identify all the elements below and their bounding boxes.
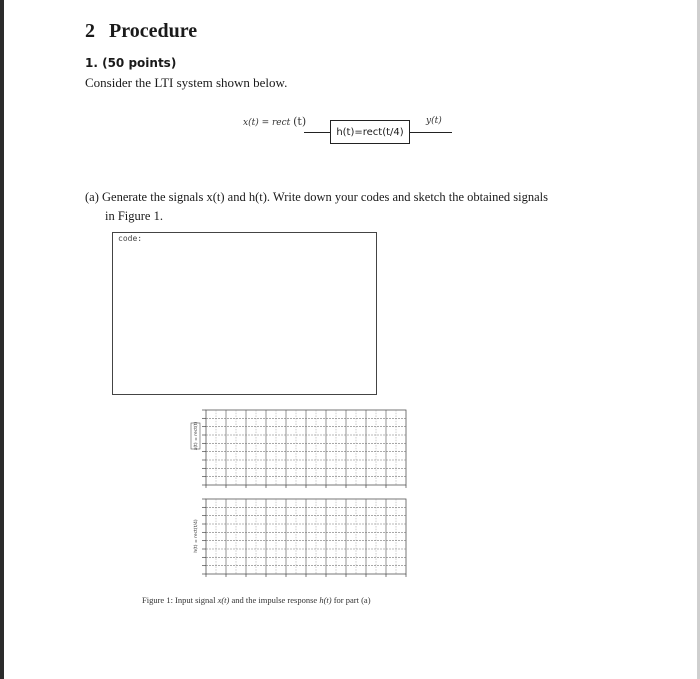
figure-caption — [142, 595, 371, 605]
section-number: 2 — [85, 20, 95, 42]
code-box[interactable] — [112, 232, 377, 395]
code-label: code: — [118, 234, 143, 243]
plot2-ylabel-group — [193, 519, 199, 552]
part-a-text — [85, 188, 645, 226]
part-a-line1: (a) Generate the signals x(t) and h(t). Write down your codes and sketch the obtained signals — [85, 190, 549, 204]
output-line — [410, 132, 452, 133]
caption-mid: and the impulse response — [231, 595, 318, 605]
plot1-ylabel: x(t) = rect(t) — [194, 421, 199, 451]
caption-prefix: Figure 1: Input signal — [142, 595, 216, 605]
plot2-ylabel: h(t) = rect(t/4) — [194, 519, 199, 553]
caption-x: x(t) — [217, 595, 230, 605]
caption-suffix: for part (a) — [333, 595, 371, 605]
section-title: Procedure — [109, 20, 198, 42]
plot1-grid — [202, 410, 406, 488]
input-signal-text: x(t) = rect — [243, 118, 291, 128]
output-signal-label: y(t) — [426, 116, 442, 126]
left-border — [0, 0, 4, 679]
system-block: h(t)=rect(t/4) — [330, 120, 410, 144]
input-line — [304, 132, 330, 133]
input-signal-label — [243, 115, 306, 128]
plot-impulse-response — [190, 496, 408, 578]
problem-number: 1. (50 points) — [85, 56, 177, 70]
section-heading — [85, 20, 197, 43]
input-signal-arg: (t) — [293, 115, 307, 128]
caption-h: h(t) — [319, 595, 332, 605]
problem-intro: Consider the LTI system shown below. — [85, 75, 288, 90]
part-a-line2: in Figure 1. — [105, 209, 163, 223]
plot2-grid — [202, 499, 406, 577]
plot1-ylabel-group — [191, 421, 200, 450]
plot-input-signal — [190, 407, 408, 489]
